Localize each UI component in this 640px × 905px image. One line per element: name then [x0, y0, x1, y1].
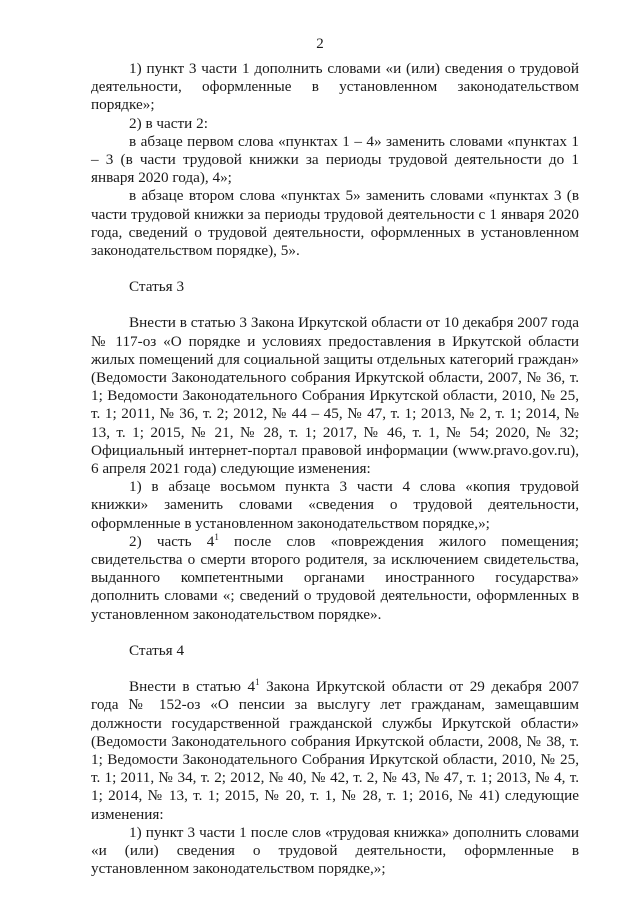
paragraph: [91, 678, 579, 824]
paragraph: 1) пункт 3 части 1 дополнить словами «и (или) сведения о трудовой деятельности, оформленные в установленном законодательством порядке»;: [91, 60, 579, 114]
paragraph: [91, 533, 579, 624]
paragraph: Внести в статью 3 Закона Иркутской области от 10 декабря 2007 года № 117-оз «О порядке и условиях предоставления в Иркутской области жилых помещений для социальной защиты отдельных категорий граждан» (Ведомости Законодательного собрания Иркутской области, 2007, № 36, т. 1; Ведомости Законодательного Собрания Иркутской области, 2010, № 25, т. 1; 2011, № 36, т. 2; 2012, № 44 – 45, № 47, т. 1; 2013, № 2, т. 1; 2014, № 13, т. 1; 2015, № 21, № 28, т. 1; 2017, № 46, т. 1, № 54; 2020, № 32; Официальный интернет-портал правовой информации (www.pravo.gov.ru), 6 апреля 2021 года) следующие изменения:: [91, 314, 579, 478]
superscript: 1: [255, 677, 260, 688]
document-body: [91, 60, 579, 878]
article-heading: Статья 4: [129, 641, 185, 659]
superscript: 1: [214, 531, 219, 542]
text-run: Внести в статью 4: [129, 678, 256, 696]
text-run: после слов «повреждения жилого помещения; свидетельства о смерти второго родителя, за исключением свидетельства, выданного компетентными органами иностранного государства» дополнить словами «; сведений о трудовой деятельности, оформленных в установленном законодательством порядке».: [91, 532, 579, 623]
paragraph: 1) пункт 3 части 1 после слов «трудовая книжка» дополнить словами «и (или) сведения о трудовой деятельности, оформленные в установленном законодательством порядке,»;: [91, 823, 579, 878]
article-heading: Статья 3: [129, 278, 185, 296]
paragraph: в абзаце втором слова «пунктах 5» заменить словами «пунктах 3 (в части трудовой книжки за периоды трудовой деятельности с 1 января 2020 года, сведений о трудовой деятельности, оформленных в установленном законодательством порядке), 5».: [91, 187, 579, 260]
page-number: 2: [316, 36, 324, 52]
paragraph: 1) в абзаце восьмом пункта 3 части 4 слова «копия трудовой книжки» заменить словами «сведения о трудовой деятельности, оформленные в установленном законодательством порядке,»;: [91, 478, 579, 532]
paragraph: в абзаце первом слова «пунктах 1 – 4» заменить словами «пунктах 1 – 3 (в части трудовой книжки за периоды трудовой деятельности до 1 января 2020 года), 4»;: [91, 132, 579, 187]
paragraph: 2) в части 2:: [129, 114, 208, 132]
text-run: 2) часть 4: [129, 532, 215, 550]
text-run: Закона Иркутской области от 29 декабря 2007 года № 152-оз «О пенсии за выслугу лет гражданам, замещавшим должности государственной гражданской службы Иркутской области» (Ведомости Законодательного собрания Иркутской области, 2008, № 38, т. 1; Ведомости Законодательного Собрания Иркутской области, 2010, № 25, т. 1; 2011, № 34, т. 2; 2012, № 40, № 42, т. 2, № 43, № 47, т. 1; 2013, № 4, т. 1; 2014, № 13, т. 1; 2015, № 20, т. 1, № 28, т. 1; 2016, № 41) следующие изменения:: [91, 678, 580, 823]
